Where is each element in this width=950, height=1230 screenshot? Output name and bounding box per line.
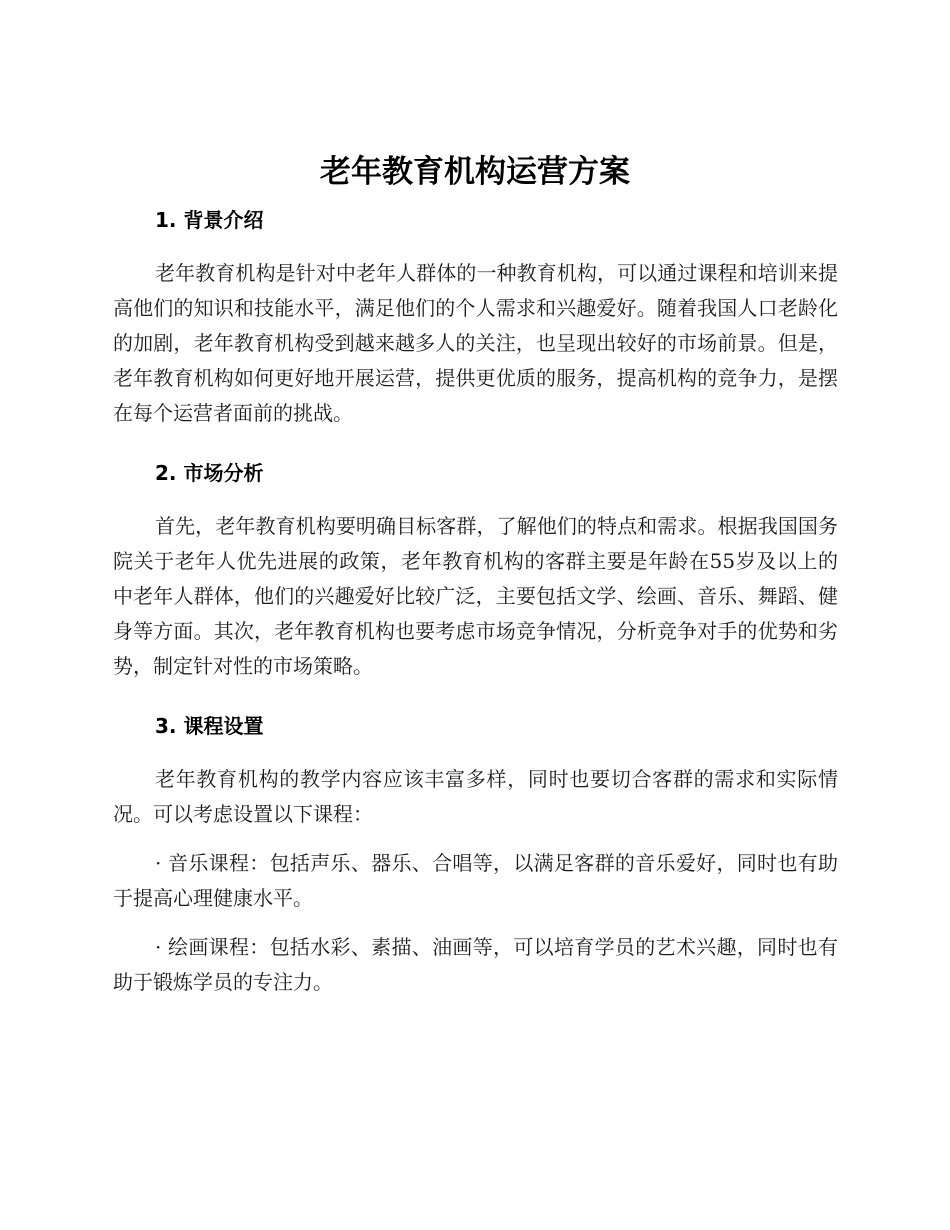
- paragraph-courses-intro: 老年教育机构的教学内容应该丰富多样，同时也要切合客群的需求和实际情况。可以考虑设置以下课程：: [113, 767, 838, 826]
- list-item-music-course: · 音乐课程：包括声乐、器乐、合唱等，以满足客群的音乐爱好，同时也有助于提高心理健康水平。: [113, 851, 838, 910]
- document-title: 老年教育机构运营方案: [320, 154, 630, 190]
- section-heading-background: 1. 背景介绍: [155, 208, 264, 232]
- paragraph-market-analysis: 首先，老年教育机构要明确目标客群，了解他们的特点和需求。根据我国国务院关于老年人优先进展的政策，老年教育机构的客群主要是年龄在55岁及以上的中老年人群体，他们的兴趣爱好比较广泛，主要包括文学、绘画、音乐、舞蹈、健身等方面。其次，老年教育机构也要考虑市场竞争情况，分析竞争对手的优势和劣势，制定针对性的市场策略。: [113, 514, 838, 678]
- section-heading-courses: 3. 课程设置: [155, 714, 264, 738]
- document-body: [113, 200, 838, 1000]
- paragraph-background: 老年教育机构是针对中老年人群体的一种教育机构，可以通过课程和培训来提高他们的知识和技能水平，满足他们的个人需求和兴趣爱好。随着我国人口老龄化的加剧，老年教育机构受到越来越多人的关注，也呈现出较好的市场前景。但是，老年教育机构如何更好地开展运营，提供更优质的服务，提高机构的竞争力，是摆在每个运营者面前的挑战。: [113, 261, 838, 425]
- section-heading-market-analysis: 2. 市场分析: [155, 461, 264, 485]
- list-item-painting-course: · 绘画课程：包括水彩、素描、油画等，可以培育学员的艺术兴趣，同时也有助于锻炼学员的专注力。: [113, 935, 838, 994]
